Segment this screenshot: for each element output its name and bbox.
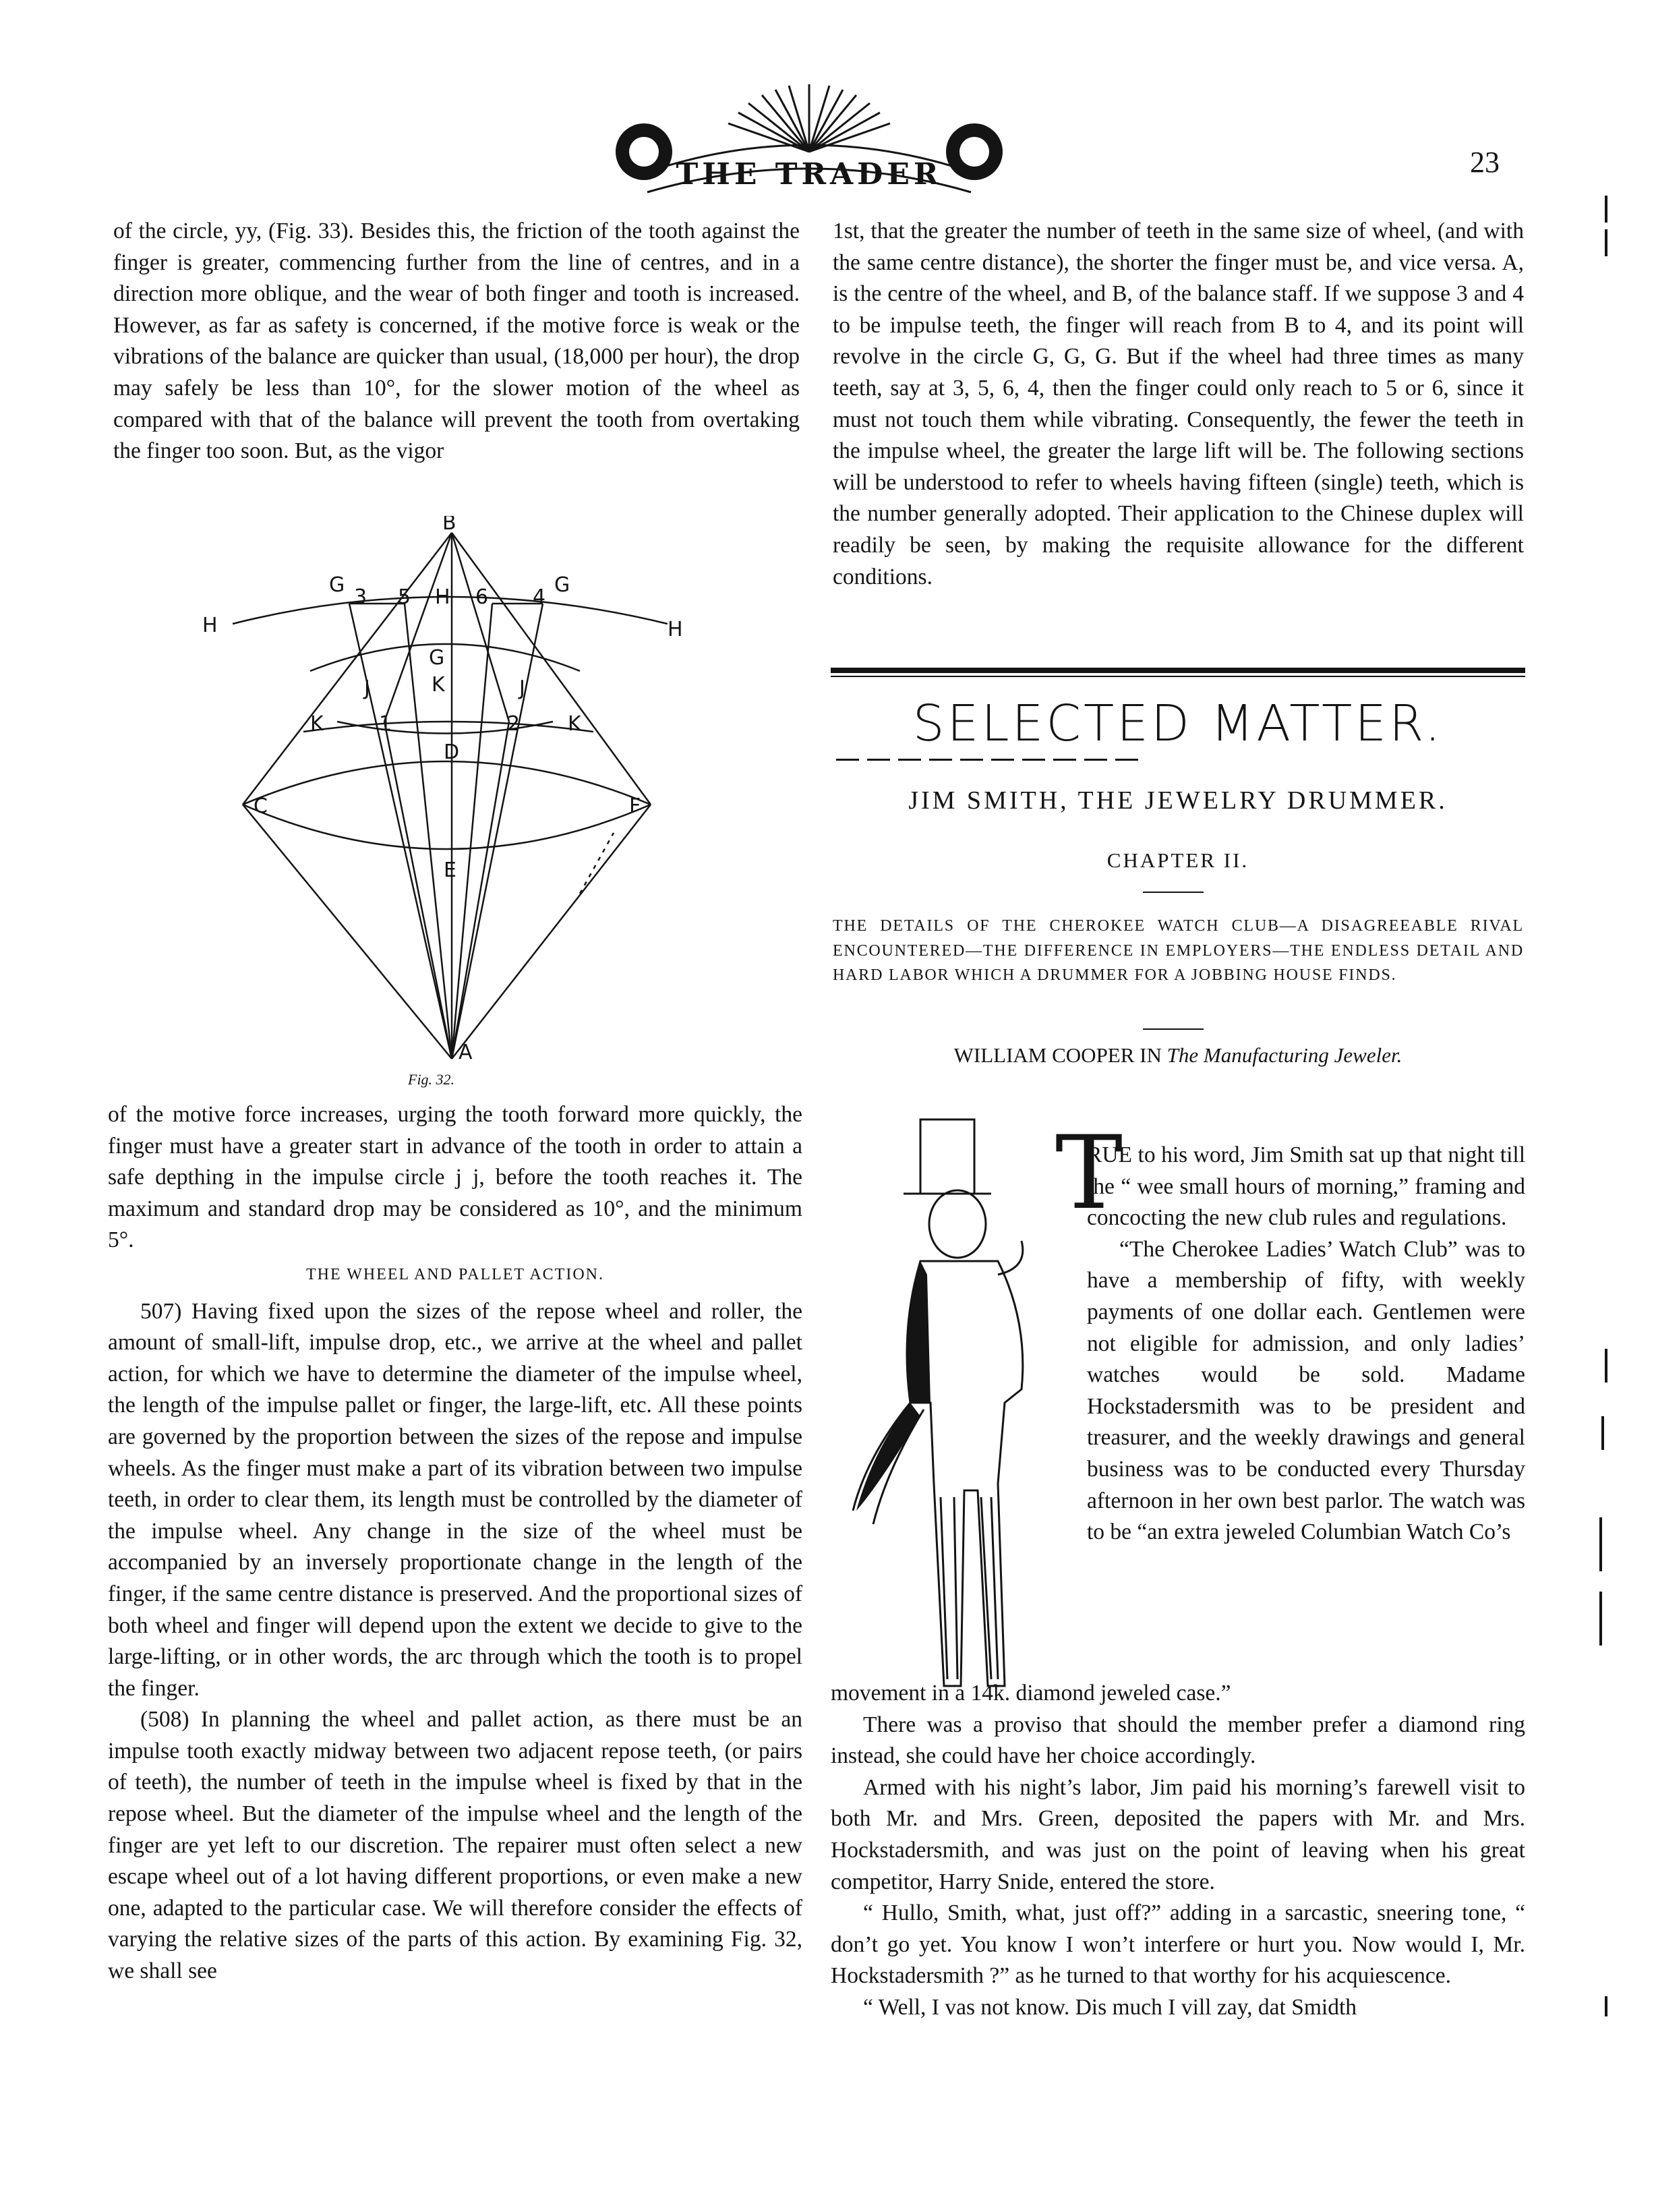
figure-32: [202, 516, 742, 1082]
label-a: A: [459, 1041, 473, 1064]
margin-mark: [1605, 196, 1607, 223]
label-4: 4: [533, 585, 546, 609]
margin-mark: [1599, 1517, 1602, 1571]
top-hat-figure-icon: [826, 1106, 1069, 1699]
left-column-bottom: [108, 1099, 802, 1987]
label-b: B: [442, 516, 456, 535]
label-j-left: J: [364, 676, 370, 700]
label-d: D: [444, 740, 460, 764]
label-1: 1: [379, 712, 392, 736]
paragraph-508: (508) In planning the wheel and pallet action, as there must be an impulse tooth exactly midway between two adjacent repose teeth, (or pairs of teeth), the number of teeth in the impulse wheel is fixed by that in the repose wheel. But the diameter of the impulse wheel and the length of the finger are yet left to our discretion. The repairer must often select a new escape wheel out of a lot having different proportions, or even make a new one, adapted to the particular case. We will therefore consider the effects of varying the relative sizes of the parts of this action. By examining Fig. 32, we shall see: [108, 1707, 802, 1984]
story-paragraph-4: Armed with his night’s labor, Jim paid his morning’s farewell visit to both Mr. and Mrs. Green, deposited the papers with Mr. and Mrs. Hockstadersmith, and was just on the point of leaving when his great competitor, Harry Snide, entered the store.: [831, 1774, 1525, 1894]
paragraph-507: 507) Having fixed upon the sizes of the repose wheel and roller, the amount of small-lift, impulse drop, etc., we arrive at the wheel and pallet action, for which we have to determine the diameter of the impulse wheel, the length of the impulse pallet or finger, the large-lift, etc. All these points are governed by the proportion between the sizes of the repose and impulse wheels. As the finger must make a part of its vibration between two impulse teeth, in order to clear them, its length must be controlled by the diameter of the impulse wheel. Any change in the size of the wheel must be accompanied by an inversely proportionate change in the length of the finger, if the same centre distance is preserved. And the proportional sizes of both wheel and finger will depend upon the extent we decide to give to the large-lifting, or in other words, the arc through which the tooth is to propel the finger.: [108, 1298, 802, 1701]
right-column-top: [833, 216, 1524, 593]
heavy-rule: [831, 668, 1525, 673]
chapter-synopsis: THE DETAILS OF THE CHEROKEE WATCH CLUB—A DISAGREEABLE RIVAL ENCOUNTERED—THE DIFFERENCE IN EMPLOYERS—THE ENDLESS DETAIL AND HARD LABOR WHICH A DRUMMER FOR A JOBBING HOUSE FINDS.: [833, 917, 1524, 984]
drop-cap: T: [1055, 1115, 1123, 1232]
label-j-right: J: [519, 676, 525, 700]
byline-author: WILLIAM COOPER IN: [953, 1043, 1162, 1067]
label-g-center: G: [429, 646, 445, 670]
label-6: 6: [475, 585, 489, 609]
label-k-right: K: [568, 712, 581, 736]
masthead-title: THE TRADER: [676, 157, 943, 192]
chapter-rule: [1143, 892, 1204, 893]
story-paragraph-2: “The Cherokee Ladies’ Watch Club” was to have a membership of fifty, with weekly payments of one dollar each. Gentlemen were not eligible for admission, and only ladies’ watches would be sold. Madame Hockstadersmith was to be president and treasurer, and the weekly drawings and general business was to be conducted every Thursday afternoon in her own best parlor. The watch was to be “an extra jeweled Columbian Watch Co’s: [1087, 1236, 1525, 1545]
label-e: E: [444, 858, 456, 882]
chapter-heading: CHAPTER II.: [1106, 848, 1249, 872]
story-side-column: [1087, 1140, 1525, 1548]
story-full-column: [831, 1678, 1525, 2024]
right-top-paragraph: 1st, that the greater the number of teeth in the same size of wheel, (and with the same centre distance), the shorter the finger must be, and vice versa. A, is the centre of the wheel, and B, of the balance staff. If we suppose 3 and 4 to be impulse teeth, the finger will reach from B to 4, and its point will revolve in the circle G, G, G. But if the wheel had three times as many teeth, say at 3, 5, 6, 4, then the finger could only reach to 5 or 6, since it must not touch them while vibrating. Consequently, the fewer the teeth in the impulse wheel, the greater the large lift will be. The following sections will be understood to refer to wheels having fifteen (single) teeth, which is the number generally adopted. Their application to the Chinese duplex will readily be seen, by making the requisite allowance for the different conditions.: [833, 219, 1524, 589]
story-paragraph-2-end: movement in a 14k. diamond jeweled case.”: [831, 1681, 1231, 1706]
left-top-paragraph: of the circle, yy, (Fig. 33). Besides this, the friction of the tooth against the finger is greater, commencing further from the line of centres, and in a direction more oblique, and the wear of both finger and tooth is increased. However, as far as safety is concerned, if the motive force is weak or the vibrations of the balance are quicker than usual, (18,000 per hour), the drop may safely be less than 10°, for the slower motion of the wheel as compared with that of the balance will prevent the tooth from overtaking the finger too soon. But, as the vigor: [113, 219, 800, 464]
gentleman-illustration: [826, 1106, 1069, 1699]
margin-mark: [1601, 1416, 1604, 1450]
story-paragraph-5: “ Hullo, Smith, what, just off?” adding in a sarcastic, sneering tone, “ don’t go yet. You know I won’t interfere or hurt you. Now would I, Mr. Hockstadersmith ?” as he turned to that worthy for his acquiescence.: [831, 1900, 1525, 1989]
label-g-left: G: [329, 573, 345, 597]
decorative-rule: [836, 759, 1146, 761]
thin-rule: [831, 676, 1525, 677]
label-c: C: [254, 794, 268, 818]
story-paragraph-3: There was a proviso that should the member prefer a diamond ring instead, she could have her choice accordingly.: [831, 1712, 1525, 1769]
label-5: 5: [398, 585, 411, 609]
label-f: F: [629, 794, 641, 818]
label-h-right: H: [668, 618, 683, 641]
label-3: 3: [354, 585, 367, 609]
margin-mark: [1605, 1996, 1607, 2016]
masthead: [607, 78, 1011, 202]
page-number: 23: [1470, 146, 1500, 179]
story-title: JIM SMITH, THE JEWELRY DRUMMER.: [908, 786, 1448, 815]
label-h-center: H: [435, 585, 450, 609]
byline-source: The Manufacturing Jeweler.: [1166, 1043, 1402, 1067]
continuation-paragraph: of the motive force increases, urging the tooth forward more quickly, the finger must have a greater start in advance of the tooth in order to attain a safe depthing in the impulse circle j j, before the tooth reaches it. The maximum and standard drop may be considered as 10°, and the minimum 5°.: [108, 1102, 802, 1253]
byline: [831, 1043, 1525, 1068]
margin-mark: [1599, 1592, 1602, 1646]
label-h-left: H: [202, 614, 218, 637]
left-column-top: [113, 216, 800, 467]
label-k-left: K: [310, 712, 324, 736]
story-paragraph-1: RUE to his word, Jim Smith sat up that night till the “ wee small hours of morning,” framing and concocting the new club rules and regulations.: [1087, 1142, 1525, 1231]
label-k-center: K: [432, 673, 445, 697]
label-2: 2: [507, 712, 521, 736]
margin-mark: [1605, 1349, 1607, 1382]
section-subhead: THE WHEEL AND PALLET ACTION.: [306, 1265, 604, 1283]
escapement-diagram: [202, 516, 742, 1082]
synopsis-rule: [1143, 1028, 1204, 1030]
margin-mark: [1605, 229, 1607, 256]
label-g-right: G: [554, 573, 570, 597]
story-paragraph-6: “ Well, I vas not know. Dis much I vill zay, dat Smidth: [863, 1994, 1357, 2020]
figure-caption: Fig. 32.: [408, 1071, 455, 1088]
section-title: SELECTED MATTER.: [912, 695, 1444, 753]
